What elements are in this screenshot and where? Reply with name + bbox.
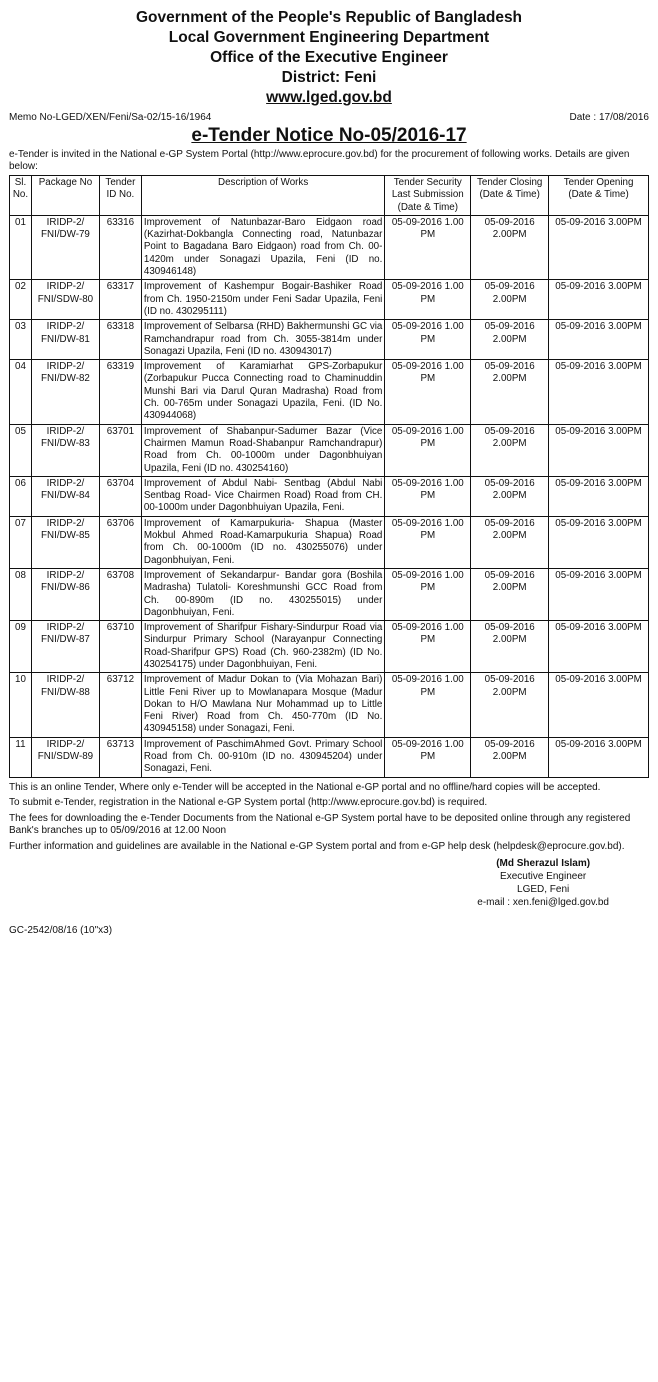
cell-security: 05-09-2016 1.00 PM (385, 476, 471, 516)
cell-description: Improvement of PaschimAhmed Govt. Primary School Road from Ch. 00-910m (ID no. 430945204) under Sonagazi, Feni. (141, 737, 384, 777)
table-row (10, 280, 649, 320)
cell-opening: 05-09-2016 3.00PM (549, 320, 649, 360)
cell-sl: 08 (10, 568, 32, 620)
memo-number: Memo No-LGED/XEN/Feni/Sa-02/15-16/1964 (9, 112, 212, 123)
cell-security: 05-09-2016 1.00 PM (385, 360, 471, 424)
cell-opening: 05-09-2016 3.00PM (549, 215, 649, 279)
header-line-office: Office of the Executive Engineer (210, 49, 448, 66)
signatory-name: (Md Sherazul Islam) (496, 858, 591, 870)
cell-description: Improvement of Karamiarhat GPS-Zorbapukur (Zorbapukur Pucca Connecting road to Chaminuddin Munshi Bari via Darul Quran Madrasha) Road from Ch. 00-765m under Sonagazi Upazila, Feni. (ID No. 430944068) (141, 360, 384, 424)
cell-tender-id: 63713 (99, 737, 141, 777)
cell-security: 05-09-2016 1.00 PM (385, 215, 471, 279)
cell-tender-id: 63706 (99, 516, 141, 568)
notes (9, 782, 649, 854)
cell-closing: 05-09-2016 2.00PM (471, 320, 549, 360)
cell-closing: 05-09-2016 2.00PM (471, 360, 549, 424)
cell-package: IRIDP-2/ FNI/DW-82 (31, 360, 99, 424)
cell-closing: 05-09-2016 2.00PM (471, 424, 549, 476)
cell-security: 05-09-2016 1.00 PM (385, 320, 471, 360)
cell-tender-id: 63708 (99, 568, 141, 620)
cell-closing: 05-09-2016 2.00PM (471, 516, 549, 568)
signatory-email[interactable]: e-mail : xen.feni@lged.gov.bd (477, 897, 609, 909)
col-header-closing: Tender Closing (Date & Time) (471, 176, 549, 216)
cell-sl: 11 (10, 737, 32, 777)
cell-sl: 04 (10, 360, 32, 424)
table-header-row (10, 176, 649, 216)
cell-package: IRIDP-2/ FNI/DW-83 (31, 424, 99, 476)
cell-package: IRIDP-2/ FNI/DW-81 (31, 320, 99, 360)
footer (9, 857, 649, 947)
cell-closing: 05-09-2016 2.00PM (471, 673, 549, 737)
signatory-designation: Executive Engineer (500, 871, 587, 883)
cell-sl: 10 (10, 673, 32, 737)
cell-security: 05-09-2016 1.00 PM (385, 621, 471, 673)
table-row (10, 424, 649, 476)
cell-tender-id: 63710 (99, 621, 141, 673)
cell-package: IRIDP-2/ FNI/DW-86 (31, 568, 99, 620)
table-row (10, 673, 649, 737)
cell-sl: 05 (10, 424, 32, 476)
cell-package: IRIDP-2/ FNI/SDW-80 (31, 280, 99, 320)
tender-notice (9, 0, 649, 947)
table-row (10, 621, 649, 673)
cell-opening: 05-09-2016 3.00PM (549, 424, 649, 476)
col-header-description: Description of Works (141, 176, 384, 216)
cell-tender-id: 63712 (99, 673, 141, 737)
note-further-info: Further information and guidelines are available in the National e-GP System portal and from e-GP help desk (helpdesk@eprocure.gov.bd). (9, 840, 625, 852)
cell-package: IRIDP-2/ FNI/DW-85 (31, 516, 99, 568)
col-header-package: Package No (31, 176, 99, 216)
cell-tender-id: 63318 (99, 320, 141, 360)
works-table (9, 175, 649, 778)
cell-closing: 05-09-2016 2.00PM (471, 568, 549, 620)
cell-sl: 02 (10, 280, 32, 320)
cell-package: IRIDP-2/ FNI/DW-84 (31, 476, 99, 516)
cell-description: Improvement of Selbarsa (RHD) Bakhermunshi GC via Ramchandrapur road from Ch. 3055-3814m under Sonagazi Upazila, Feni (ID no. 430943017) (141, 320, 384, 360)
col-header-opening: Tender Opening (Date & Time) (549, 176, 649, 216)
cell-description: Improvement of Kashempur Bogair-Bashiker Road from Ch. 1950-2150m under Feni Sadar Upazila, Feni (ID no. 430295111) (141, 280, 384, 320)
cell-package: IRIDP-2/ FNI/DW-79 (31, 215, 99, 279)
cell-opening: 05-09-2016 3.00PM (549, 673, 649, 737)
cell-opening: 05-09-2016 3.00PM (549, 737, 649, 777)
header-line-government: Government of the People's Republic of Bangladesh (135, 9, 523, 26)
note-fees: The fees for downloading the e-Tender Documents from the National e-GP System portal have to be deposited online through any registered Bank's branches up to 05/09/2016 at 12.00 Noon (9, 812, 631, 837)
letterhead (9, 8, 649, 108)
signatory-office: LGED, Feni (517, 884, 570, 896)
table-row (10, 568, 649, 620)
cell-tender-id: 63701 (99, 424, 141, 476)
cell-opening: 05-09-2016 3.00PM (549, 360, 649, 424)
cell-security: 05-09-2016 1.00 PM (385, 737, 471, 777)
cell-tender-id: 63319 (99, 360, 141, 424)
cell-security: 05-09-2016 1.00 PM (385, 424, 471, 476)
col-header-tender-id: Tender ID No. (99, 176, 141, 216)
cell-opening: 05-09-2016 3.00PM (549, 568, 649, 620)
cell-closing: 05-09-2016 2.00PM (471, 737, 549, 777)
cell-security: 05-09-2016 1.00 PM (385, 280, 471, 320)
memo-date: Date : 17/08/2016 (569, 112, 649, 123)
cell-sl: 09 (10, 621, 32, 673)
cell-description: Improvement of Madur Dokan to (Via Mohazan Bari) Little Feni River up to Mowlanapara Mosque (Madur Dokan to H/O Mawlana Nur Mohammad up to Little Feni River) Road from Ch. 450-770m (ID No. 430945158) under Sonagazi, Feni. (141, 673, 384, 737)
cell-package: IRIDP-2/ FNI/SDW-89 (31, 737, 99, 777)
cell-security: 05-09-2016 1.00 PM (385, 516, 471, 568)
memo-row (9, 112, 649, 123)
col-header-sl: Sl. No. (10, 176, 32, 216)
header-line-department: Local Government Engineering Department (168, 29, 490, 46)
cell-description: Improvement of Sekandarpur- Bandar gora (Boshila Madrasha) Tulatoli- Koreshmunshi GCC Road from Ch. 00-890m (ID no. 430255015) under Dagonbhuiyan, Feni. (141, 568, 384, 620)
cell-opening: 05-09-2016 3.00PM (549, 516, 649, 568)
website-link[interactable]: www.lged.gov.bd (266, 89, 392, 106)
table-row (10, 320, 649, 360)
cell-sl: 06 (10, 476, 32, 516)
table-row (10, 360, 649, 424)
col-header-security: Tender Security Last Submission (Date & Time) (385, 176, 471, 216)
cell-opening: 05-09-2016 3.00PM (549, 476, 649, 516)
notice-title: e-Tender Notice No-05/2016-17 (191, 125, 467, 146)
cell-tender-id: 63704 (99, 476, 141, 516)
cell-description: Improvement of Sharifpur Fishary-Sindurpur Road via Sindurpur Primary School (Narayanpur Connecting Road-Sharifpur GPS) Road (Ch. 960-2382m) (ID No. 430254175) under Dagonbhuiyan, Feni. (141, 621, 384, 673)
cell-sl: 01 (10, 215, 32, 279)
header-line-district: District: Feni (281, 69, 377, 86)
cell-tender-id: 63316 (99, 215, 141, 279)
table-row (10, 476, 649, 516)
table-row (10, 215, 649, 279)
cell-security: 05-09-2016 1.00 PM (385, 673, 471, 737)
cell-description: Improvement of Shabanpur-Sadumer Bazar (Vice Chairmen Mamun Road-Shabanpur Ramchandrapur) Road from Ch. 00-1000m under Dagonbhuiyan Upazila, Feni (ID no. 430254160) (141, 424, 384, 476)
table-row (10, 516, 649, 568)
cell-opening: 05-09-2016 3.00PM (549, 621, 649, 673)
cell-closing: 05-09-2016 2.00PM (471, 621, 549, 673)
cell-security: 05-09-2016 1.00 PM (385, 568, 471, 620)
cell-package: IRIDP-2/ FNI/DW-88 (31, 673, 99, 737)
cell-description: Improvement of Natunbazar-Baro Eidgaon road (Kazirhat-Dokbangla Connecting road, Natunbazar Point to Bagadana Baro Eidgaon) road from Ch. 00-1420m under Sonagazi Upazila, Feni (ID no. 430946148) (141, 215, 384, 279)
cell-description: Improvement of Abdul Nabi- Sentbag (Abdul Nabi Sentbag Road- Vice Chairmen Road) Road from CH. 00-1000m under Dagonbhuiyan Upazila, Feni. (141, 476, 384, 516)
cell-closing: 05-09-2016 2.00PM (471, 215, 549, 279)
cell-sl: 07 (10, 516, 32, 568)
notice-intro: e-Tender is invited in the National e-GP System Portal (http://www.eprocure.gov.bd) for the procurement of following works. Details are given below: (9, 149, 630, 172)
cell-tender-id: 63317 (99, 280, 141, 320)
cell-sl: 03 (10, 320, 32, 360)
gc-number: GC-2542/08/16 (10"x3) (9, 925, 113, 937)
note-registration: To submit e-Tender, registration in the National e-GP System portal (http://www.eprocure.gov.bd) is required. (9, 797, 488, 809)
signature-block (477, 857, 609, 909)
cell-closing: 05-09-2016 2.00PM (471, 280, 549, 320)
cell-package: IRIDP-2/ FNI/DW-87 (31, 621, 99, 673)
cell-closing: 05-09-2016 2.00PM (471, 476, 549, 516)
note-online-tender: This is an online Tender, Where only e-Tender will be accepted in the National e-GP portal and no offline/hard copies will be accepted. (9, 781, 601, 793)
cell-opening: 05-09-2016 3.00PM (549, 280, 649, 320)
cell-description: Improvement of Kamarpukuria- Shapua (Master Mokbul Ahmed Road-Kamarpukuria Shapua) Road from Ch. 00-1000m (ID no. 430255076) under Dagonbhuiyan, Feni. (141, 516, 384, 568)
table-row (10, 737, 649, 777)
